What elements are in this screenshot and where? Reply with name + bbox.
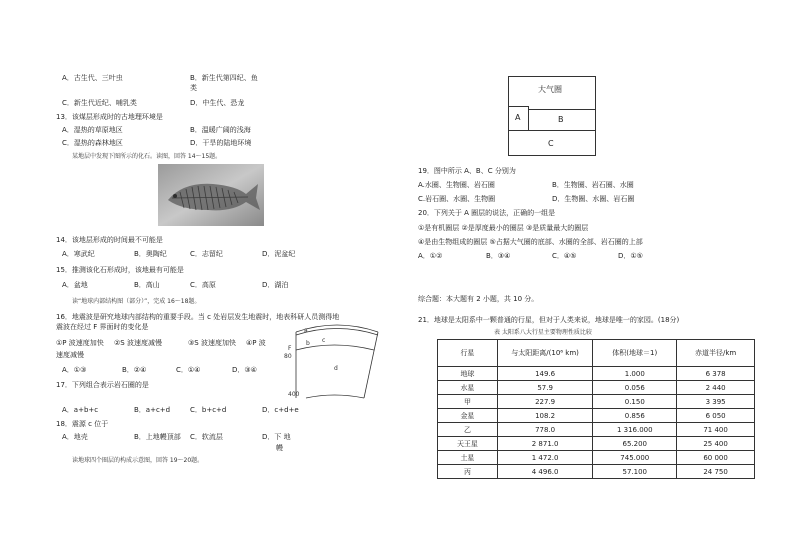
q13-option-d[interactable]: D．干旱的陆地环境 [190,139,252,147]
q16-statement-1: ①P 波速度加快 [56,339,104,347]
header-radius: 赤道半径/km [677,340,755,367]
q12-option-b[interactable]: B．新生代第四纪、鱼 [190,74,258,82]
q20-statements-1: ①是有机圈层 ②是厚度最小的圈层 ③是质量最大的圈层 [418,224,589,232]
table-cell: 227.9 [497,395,592,409]
q20-option-c[interactable]: C．④⑤ [552,252,577,260]
q17-option-c[interactable]: C．b+c+d [190,406,227,414]
q16-statement-4-cont: 速度减慢 [56,351,84,359]
q16-statement-2: ②S 波速度减慢 [114,339,162,347]
q19-option-d[interactable]: D．生物圈、水圈、岩石圈 [552,195,635,203]
section-heading: 综合题：本大题有 2 小题，共 10 分。 [418,295,539,303]
q17-option-a[interactable]: A．a+b+c [62,406,99,414]
q18-option-a[interactable]: A．地壳 [62,433,88,441]
fish-fossil-image [158,164,264,226]
q16-stem-line1: 16．地震波是研究地球内部结构的重要手段。当 c 处岩层发生地震时，地表科研人员测得地 [56,313,340,321]
q20-option-a[interactable]: A．①② [418,252,443,260]
q13-stem: 13．该煤层形成时的古地理环境是 [56,113,163,121]
label-b: b [306,340,310,347]
table-cell: 地球 [438,367,498,381]
q19-option-b[interactable]: B．生物圈、岩石圈、水圈 [552,181,634,189]
table-row [438,451,755,465]
q13-option-a[interactable]: A．湿热的草原地区 [62,126,123,134]
header-volume: 体积(地球＝1) [593,340,677,367]
table-cell: 778.0 [497,423,592,437]
q19-option-a[interactable]: A.水圈、生物圈、岩石圈 [418,181,495,189]
q18-option-c[interactable]: C．软流层 [190,433,223,441]
table-cell: 1 316.000 [593,423,677,437]
table-cell: 水星 [438,381,498,395]
table-row [438,423,755,437]
q16-stem-line2: 震波在经过 F 界面时的变化是 [56,323,149,331]
table-cell: 0.150 [593,395,677,409]
q18-option-b[interactable]: B．上地幔顶部 [134,433,181,441]
table-row [438,409,755,423]
q18-option-d[interactable]: D．下 地 [262,433,291,441]
label-B: B [558,115,564,124]
table-cell: 土星 [438,451,498,465]
table-header-row [438,340,755,367]
table-cell: 2 440 [677,381,755,395]
table-cell: 2 871.0 [497,437,592,451]
table-cell: 0.056 [593,381,677,395]
table-cell: 71 400 [677,423,755,437]
table-row [438,465,755,479]
label-a: a [304,327,308,334]
table-cell: 金星 [438,409,498,423]
table-row [438,437,755,451]
table-cell: 甲 [438,395,498,409]
earth-spheres-diagram [508,76,596,156]
q12-option-c[interactable]: C．新生代近纪、哺乳类 [62,99,137,107]
table-cell: 天王星 [438,437,498,451]
q21-stem: 21．地球是太阳系中一颗普通的行星，但对于人类来说，地球是唯一的家园。(18分) [418,316,680,324]
earth-interior-diagram [282,322,382,402]
table-cell: 57.100 [593,465,677,479]
table-cell: 3 395 [677,395,755,409]
label-F: F [288,345,292,352]
q15-option-c[interactable]: C．高原 [190,281,216,289]
q15-option-b[interactable]: B．高山 [134,281,160,289]
label-400: 400 [288,391,300,398]
q16-option-c[interactable]: C．①④ [176,366,201,374]
q15-option-d[interactable]: D．湖泊 [262,281,289,289]
q17-stem: 17．下列组合表示岩石圈的是 [56,381,149,389]
label-c: c [322,337,326,344]
atmosphere-label: 大气圈 [538,85,562,94]
sphere-intro: 读地球四个圈层的构成示意图，回答 19～20题。 [72,457,204,464]
label-80: 80 [284,353,292,360]
q17-option-d[interactable]: D．c+d+e [262,406,299,414]
q16-statement-4: ④P 波 [246,339,266,347]
q14-option-d[interactable]: D．泥盆纪 [262,250,296,258]
q12-option-d[interactable]: D．中生代、恐龙 [190,99,245,107]
q20-stem: 20．下列关于 A 圈层的说法，正确的一组是 [418,209,556,217]
q16-option-d[interactable]: D．③④ [232,366,257,374]
table-cell: 6 378 [677,367,755,381]
table-cell: 4 496.0 [497,465,592,479]
header-planet: 行星 [438,340,498,367]
label-d: d [334,365,338,372]
q19-option-c[interactable]: C.岩石圈、水圈、生物圈 [418,195,496,203]
interior-intro: 读“地球内部结构图（部分）”，完成 16～18题。 [72,298,201,305]
table-cell: 149.6 [497,367,592,381]
q18-option-d-cont: 幔 [276,444,283,452]
q15-stem: 15．推测该化石形成时，该地最有可能是 [56,266,184,274]
q20-option-d[interactable]: D．①⑤ [618,252,643,260]
table-cell: 60 000 [677,451,755,465]
q19-stem: 19．图中所示 A、B、C 分别为 [418,167,516,175]
q16-statement-3: ③S 波速度加快 [188,339,236,347]
table-cell: 丙 [438,465,498,479]
q17-option-b[interactable]: B．a+c+d [134,406,171,414]
table-cell: 108.2 [497,409,592,423]
q20-option-b[interactable]: B．③④ [486,252,511,260]
table-cell: 0.856 [593,409,677,423]
table-row [438,367,755,381]
q14-option-b[interactable]: B．奥陶纪 [134,250,167,258]
q13-option-b[interactable]: B．温暖广阔的浅海 [190,126,251,134]
table-cell: 6 050 [677,409,755,423]
table-cell: 1.000 [593,367,677,381]
table-cell: 745.000 [593,451,677,465]
q18-stem: 18．震源 c 位于 [56,420,109,428]
q16-option-b[interactable]: B．②④ [122,366,147,374]
q12-option-b-cont: 类 [190,84,197,92]
table-row [438,395,755,409]
q13-option-c[interactable]: C．湿热的森林地区 [62,139,123,147]
table-caption: 表 太阳系八大行星主要物理性质比较 [494,329,592,336]
q12-option-a[interactable]: A．古生代、三叶虫 [62,74,123,82]
table-row [438,381,755,395]
table-cell: 57.9 [497,381,592,395]
q14-option-c[interactable]: C．志留纪 [190,250,223,258]
table-cell: 25 400 [677,437,755,451]
fossil-intro: 某地层中发现下图所示的化石。读图，回答 14～15题。 [72,153,222,160]
table-cell: 1 472.0 [497,451,592,465]
q15-option-a[interactable]: A．盆地 [62,281,88,289]
table-cell: 24 750 [677,465,755,479]
q14-stem: 14．该地层形成的时间最不可能是 [56,236,163,244]
planet-table [437,339,755,479]
q14-option-a[interactable]: A．寒武纪 [62,250,95,258]
label-A: A [515,113,521,122]
label-C: C [548,139,554,148]
table-cell: 乙 [438,423,498,437]
header-distance: 与太阳距离/(10⁶ km) [497,340,592,367]
table-cell: 65.200 [593,437,677,451]
q20-statements-2: ④是由生物组成的圈层 ⑤占据大气圈的底部、水圈的全部、岩石圈的上部 [418,238,643,246]
q16-option-a[interactable]: A．①③ [62,366,87,374]
